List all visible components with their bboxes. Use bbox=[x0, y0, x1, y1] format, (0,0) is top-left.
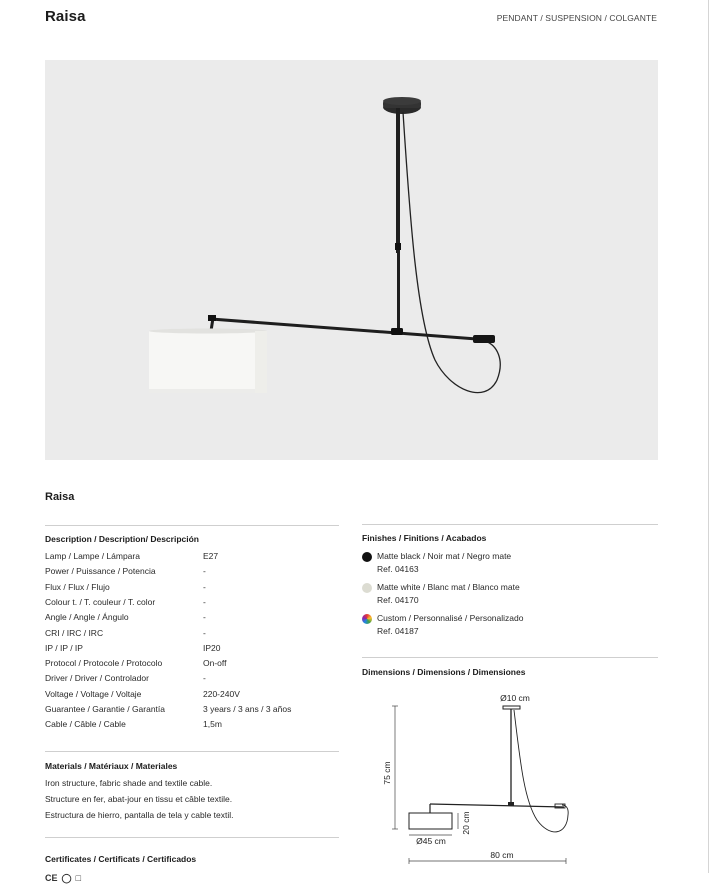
ukca-mark-icon: ◯ bbox=[61, 873, 72, 883]
spec-label: Voltage / Voltage / Voltaje bbox=[45, 688, 142, 699]
spec-label: Colour t. / T. couleur / T. color bbox=[45, 596, 156, 607]
spec-label: Protocol / Protocole / Protocolo bbox=[45, 658, 163, 669]
description-divider bbox=[45, 525, 339, 526]
multicolor-swatch-icon bbox=[362, 614, 372, 624]
textile-cable bbox=[403, 112, 500, 393]
lower-rod bbox=[397, 250, 400, 333]
spec-label: Cable / Câble / Cable bbox=[45, 719, 126, 730]
dimensions-divider bbox=[362, 657, 658, 658]
spec-value: - bbox=[203, 627, 206, 638]
spec-value: 3 years / 3 ans / 3 años bbox=[203, 704, 292, 714]
finishes-heading: Finishes / Finitions / Acabados bbox=[362, 533, 487, 543]
materials-divider bbox=[45, 751, 339, 752]
class-ii-icon: □ bbox=[75, 873, 82, 883]
spec-label: Lamp / Lampe / Lámpara bbox=[45, 551, 140, 561]
spec-label: Power / Puissance / Potencia bbox=[45, 566, 156, 577]
shade-diameter-label: Ø45 cm bbox=[416, 836, 446, 846]
spec-label: Angle / Angle / Ángulo bbox=[45, 612, 129, 623]
finish-ref: Ref. 04163 bbox=[377, 564, 419, 574]
materials-line-fr: Structure en fer, abat-jour en tissu et câble textile. bbox=[45, 794, 233, 804]
spec-label: CRI / IRC / IRC bbox=[45, 627, 104, 638]
finish-ref: Ref. 04187 bbox=[377, 626, 419, 636]
product-subtitle: Raisa bbox=[45, 491, 75, 503]
finishes-divider bbox=[362, 524, 658, 525]
finish-name: Matte white / Blanc mat / Blanco mate bbox=[377, 582, 520, 592]
certificates-heading: Certificates / Certificats / Certificados bbox=[45, 854, 197, 864]
spec-value: 1,5m bbox=[203, 719, 222, 730]
page-title: Raisa bbox=[45, 8, 86, 25]
spec-label: Flux / Flux / Flujo bbox=[45, 581, 110, 592]
spec-value: - bbox=[203, 673, 206, 684]
product-photo bbox=[45, 60, 658, 460]
counterweight bbox=[473, 335, 495, 343]
spec-label: Driver / Driver / Controlador bbox=[45, 673, 149, 684]
black-swatch-icon bbox=[362, 552, 372, 562]
canopy-diameter-label: Ø10 cm bbox=[500, 693, 530, 703]
upper-rod bbox=[396, 108, 400, 253]
spec-value: E27 bbox=[203, 551, 219, 561]
spec-value: - bbox=[203, 566, 206, 577]
spec-label: Guarantee / Garantie / Garantía bbox=[45, 704, 166, 714]
ce-mark-icon: CE bbox=[45, 873, 58, 883]
spec-value: On-off bbox=[203, 658, 227, 669]
dimension-drawing bbox=[362, 690, 658, 870]
certificates-divider bbox=[45, 837, 339, 838]
description-heading: Description / Description/ Descripción bbox=[45, 534, 199, 544]
dimensions-heading: Dimensions / Dimensions / Dimensiones bbox=[362, 667, 526, 677]
spec-value: 220-240V bbox=[203, 688, 240, 699]
height-label: 75 cm bbox=[382, 761, 392, 785]
materials-line-en: Iron structure, fabric shade and textile cable. bbox=[45, 778, 213, 788]
white-swatch-icon bbox=[362, 583, 372, 593]
page-edge-rule bbox=[708, 0, 709, 873]
spec-label: IP / IP / IP bbox=[45, 642, 83, 653]
spec-value: - bbox=[203, 581, 206, 592]
finish-name: Matte black / Noir mat / Negro mate bbox=[377, 551, 512, 561]
arm-length-label: 80 cm bbox=[490, 850, 514, 860]
certificate-icons bbox=[45, 868, 105, 883]
shade-height-label: 20 cm bbox=[461, 811, 471, 835]
spec-value: - bbox=[203, 596, 206, 607]
arm-joint bbox=[391, 328, 403, 335]
pendant-lamp-illustration bbox=[45, 60, 658, 460]
spec-value: IP20 bbox=[203, 642, 221, 653]
spec-value: - bbox=[203, 612, 206, 623]
materials-heading: Materials / Matériaux / Materiales bbox=[45, 761, 178, 771]
materials-line-es: Estructura de hierro, pantalla de tela y cable textil. bbox=[45, 810, 234, 820]
fabric-shade bbox=[149, 331, 267, 393]
finish-ref: Ref. 04170 bbox=[377, 595, 419, 605]
finish-name: Custom / Personnalisé / Personalizado bbox=[377, 613, 524, 623]
product-category: PENDANT / SUSPENSION / COLGANTE bbox=[496, 13, 657, 23]
